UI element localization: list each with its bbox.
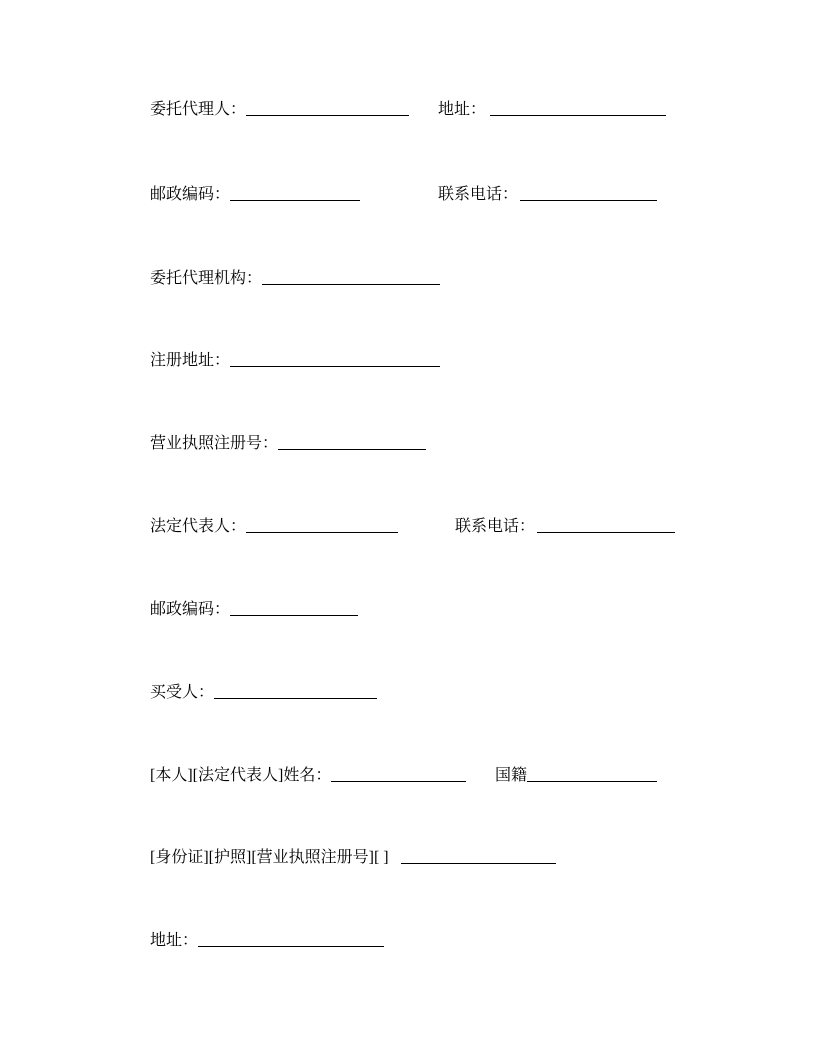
legal-rep-blank[interactable] bbox=[246, 517, 398, 533]
legal-rep-phone-label: 联系电话： bbox=[455, 518, 536, 535]
legal-rep-label: 法定代表人： bbox=[150, 518, 247, 535]
form-row-agency bbox=[0, 267, 816, 289]
address-2-label: 地址： bbox=[150, 932, 199, 949]
agency-label: 委托代理机构： bbox=[150, 270, 263, 287]
business-license-label: 营业执照注册号： bbox=[150, 435, 279, 452]
agency-blank[interactable] bbox=[262, 269, 440, 285]
postal-code-2-label: 邮政编码： bbox=[150, 601, 231, 618]
form-row-entrusted-agent bbox=[0, 98, 816, 120]
entrusted-agent-label: 委托代理人： bbox=[150, 101, 247, 118]
postal-code-blank[interactable] bbox=[230, 185, 360, 201]
entrusted-agent-field bbox=[150, 98, 409, 120]
buyer-blank[interactable] bbox=[214, 683, 377, 699]
address-2-field bbox=[150, 929, 384, 951]
address-blank[interactable] bbox=[490, 100, 666, 116]
form-row-registered-address bbox=[0, 349, 816, 371]
form-row-business-license bbox=[0, 432, 816, 454]
agency-field bbox=[150, 267, 440, 289]
postal-code-2-blank[interactable] bbox=[230, 600, 358, 616]
nationality-label: 国籍 bbox=[495, 767, 528, 784]
entrusted-agent-blank[interactable] bbox=[246, 100, 409, 116]
business-license-field bbox=[150, 432, 426, 454]
address-field bbox=[438, 98, 666, 120]
form-row-buyer bbox=[0, 681, 816, 703]
form-row-legal-rep bbox=[0, 515, 816, 537]
registered-address-blank[interactable] bbox=[230, 351, 440, 367]
nationality-field bbox=[495, 764, 657, 786]
buyer-label: 买受人： bbox=[150, 684, 215, 701]
postal-code-label: 邮政编码： bbox=[150, 186, 231, 203]
id-number-field bbox=[150, 846, 556, 868]
registered-address-field bbox=[150, 349, 440, 371]
id-number-blank[interactable] bbox=[401, 848, 556, 864]
legal-rep-phone-blank[interactable] bbox=[537, 517, 675, 533]
legal-rep-field bbox=[150, 515, 398, 537]
form-row-name-nationality bbox=[0, 764, 816, 786]
name-label: [本人][法定代表人]姓名： bbox=[150, 767, 332, 784]
buyer-field bbox=[150, 681, 377, 703]
name-field bbox=[150, 764, 466, 786]
contact-phone-field bbox=[438, 183, 657, 205]
legal-rep-phone-field bbox=[455, 515, 675, 537]
postal-code-field bbox=[150, 183, 360, 205]
registered-address-label: 注册地址： bbox=[150, 352, 231, 369]
contact-phone-label: 联系电话： bbox=[438, 186, 519, 203]
form-row-postal-phone bbox=[0, 183, 816, 205]
id-number-label: [身份证][护照][营业执照注册号][ ] bbox=[150, 849, 389, 866]
name-blank[interactable] bbox=[331, 766, 466, 782]
postal-code-2-field bbox=[150, 598, 358, 620]
nationality-blank[interactable] bbox=[527, 766, 657, 782]
form-row-postal-code-2 bbox=[0, 598, 816, 620]
address-2-blank[interactable] bbox=[198, 931, 384, 947]
business-license-blank[interactable] bbox=[278, 434, 426, 450]
form-row-id-number bbox=[0, 846, 816, 868]
form-row-address-2 bbox=[0, 929, 816, 951]
contact-phone-blank[interactable] bbox=[520, 185, 657, 201]
address-label: 地址： bbox=[438, 101, 487, 118]
